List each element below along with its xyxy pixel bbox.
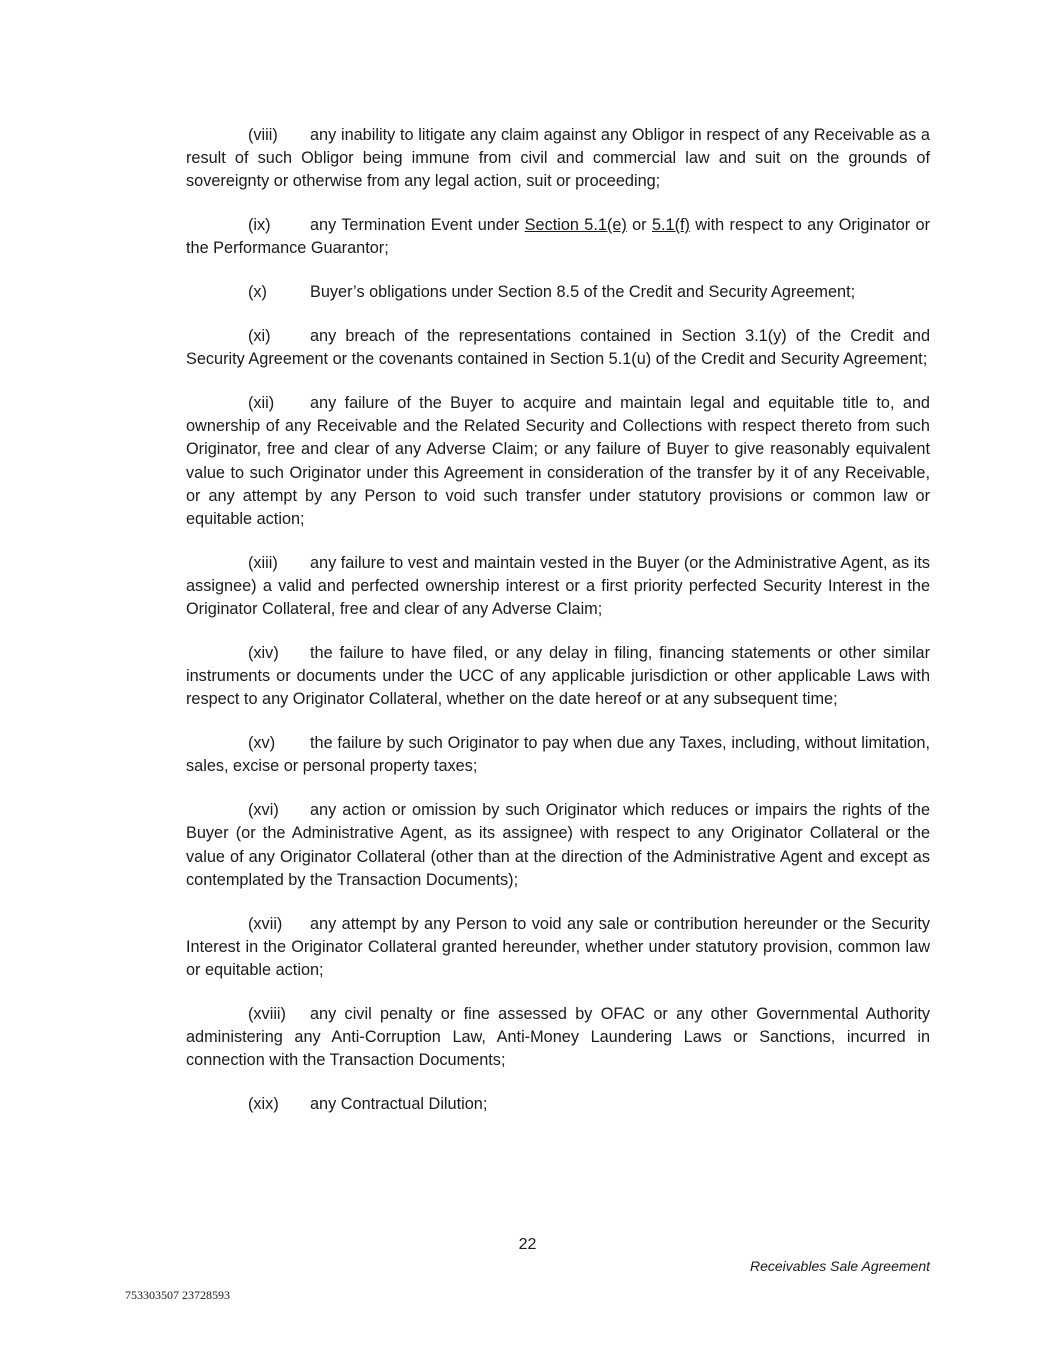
clause-text: any Contractual Dilution;	[310, 1095, 488, 1114]
clause-xiv	[186, 642, 930, 712]
clause-number: (xix)	[248, 1095, 279, 1114]
clause-text: any breach of the representations contained in Section 3.1(y) of the Credit and Security Agreement or the covenants contained in Section 5.1(u) of the Credit and Security Agreement;	[186, 327, 930, 369]
clause-text-post: with respect to any Originator or the Performance Guarantor;	[186, 216, 930, 258]
clause-text: the failure to have filed, or any delay in filing, financing statements or other similar instruments or documents under the UCC of any applicable jurisdiction or other applicable Laws with respect to any Originator Collateral, whether on the date hereof or at any subsequent time;	[186, 644, 930, 709]
clause-text: any inability to litigate any claim against any Obligor in respect of any Receivable as a result of such Obligor being immune from civil and commercial law and suit on the grounds of sovereignty or otherwise from any legal action, suit or proceeding;	[186, 126, 930, 191]
clause-xviii	[186, 1003, 930, 1073]
clause-xii	[186, 392, 930, 531]
clause-number: (ix)	[248, 216, 271, 235]
footer-document-title: Receivables Sale Agreement	[749, 1258, 930, 1274]
document-id: 753303507 23728593	[125, 1288, 230, 1302]
clause-number: (xvi)	[248, 801, 279, 820]
section-reference-5-1-f: 5.1(f)	[651, 216, 690, 235]
clause-xv	[186, 732, 930, 778]
clause-text: Buyer’s obligations under Section 8.5 of the Credit and Security Agreement;	[310, 283, 856, 302]
clause-number: (xv)	[248, 734, 276, 753]
clause-xiii	[186, 552, 930, 622]
clause-ix	[186, 214, 930, 260]
clause-number: (xii)	[248, 394, 275, 412]
document-body	[186, 124, 930, 1137]
clause-xix	[186, 1093, 930, 1116]
clause-text-pre: any Termination Event under	[310, 216, 525, 235]
clause-viii	[186, 124, 930, 194]
clause-number: (xviii)	[248, 1004, 286, 1023]
clause-text: any action or omission by such Originator which reduces or impairs the rights of the Buyer (or the Administrative Agent, as its assignee) with respect to any Originator Collateral or the value of any Originator Collateral (other than at the direction of the Administrative Agent and except as contemplated by the Transaction Documents);	[186, 801, 930, 889]
clause-number: (xiv)	[248, 644, 279, 663]
clause-text: any civil penalty or fine assessed by OFAC or any other Governmental Authority administering any Anti-Corruption Law, Anti-Money Laundering Laws or Sanctions, incurred in connection with the Transaction Documents;	[186, 1004, 930, 1070]
clause-text: the failure by such Originator to pay when due any Taxes, including, without limitation, sales, excise or personal property taxes;	[186, 734, 930, 776]
page-number: 22	[518, 1236, 537, 1253]
clause-text: any attempt by any Person to void any sale or contribution hereunder or the Security Interest in the Originator Collateral granted hereunder, whether under statutory provision, common law or equitable action;	[186, 914, 930, 980]
clause-xvii	[186, 913, 930, 983]
clause-number: (viii)	[248, 126, 278, 144]
clause-number: (xiii)	[248, 553, 278, 572]
clause-text: any failure to vest and maintain vested in the Buyer (or the Administrative Agent, as its assignee) a valid and perfected ownership interest or a first priority perfected Security Interest in the Originator Collateral, free and clear of any Adverse Claim;	[186, 553, 930, 619]
clause-number: (x)	[248, 283, 267, 302]
clause-text-mid: or	[626, 216, 652, 235]
clause-number: (xi)	[248, 327, 271, 345]
clause-number: (xvii)	[248, 914, 283, 933]
clause-xi	[186, 325, 930, 371]
section-reference-5-1-e: Section 5.1(e)	[524, 216, 627, 235]
clause-text: any failure of the Buyer to acquire and maintain legal and equitable title to, and ownership of any Receivable and the Related Security and Collections with respect thereto from such Originator, free and clear of any Adverse Claim; or any failure of Buyer to give reasonably equivalent value to such Originator under this Agreement in consideration of the transfer by it of any Receivable, or any attempt by any Person to void such transfer under statutory provisions or common law or equitable action;	[186, 394, 930, 529]
clause-xvi	[186, 799, 930, 892]
clause-x	[186, 281, 930, 304]
